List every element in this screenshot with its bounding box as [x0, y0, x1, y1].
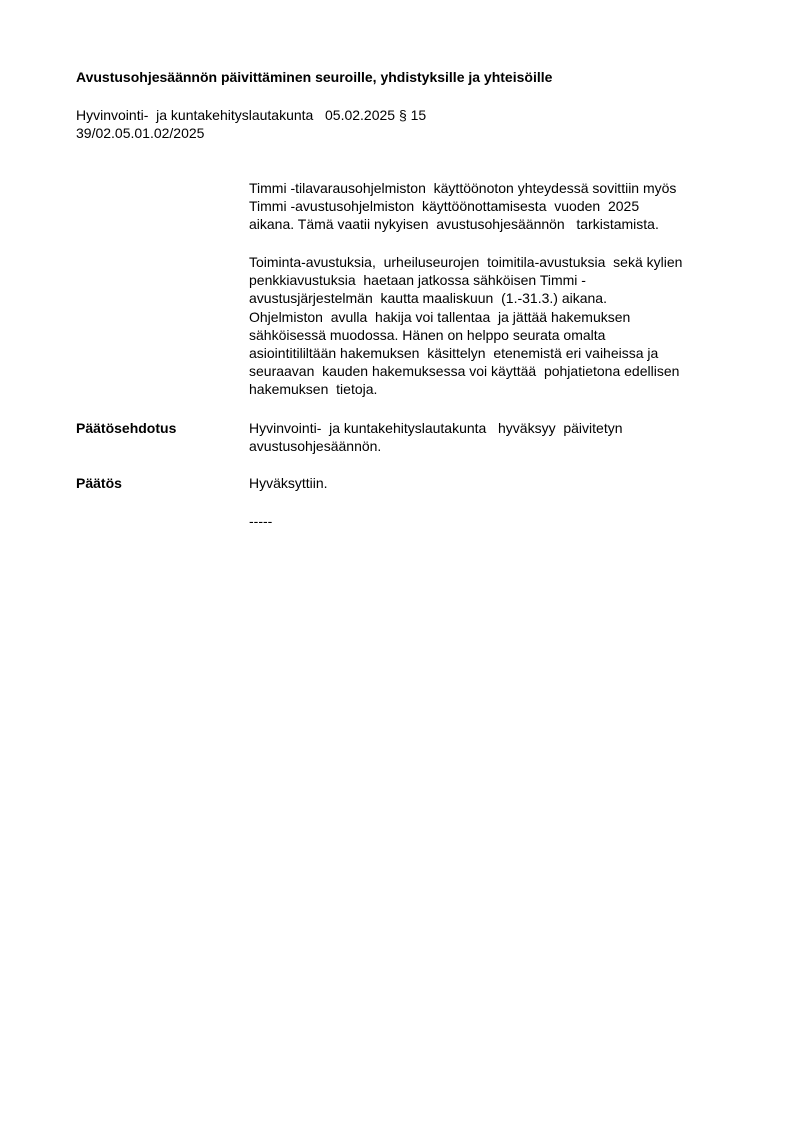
text-line: Timmi -avustusohjelmiston käyttöönottamisesta vuoden 2025	[249, 198, 640, 215]
text-line: asiointitililtään hakemuksen käsittelyn etenemistä eri vaiheissa ja	[249, 345, 659, 362]
end-marker: -----	[249, 513, 273, 529]
text-line: Hyvinvointi- ja kuntakehityslautakunta hyväksyy päivitetyn	[249, 420, 623, 436]
background-paragraph-2	[249, 253, 735, 399]
proposal-label: Päätösehdotus	[76, 420, 177, 436]
proposal-text	[249, 419, 735, 455]
document-title: Avustusohjesäännön päivittäminen seuroille, yhdistyksille ja yhteisöille	[76, 69, 553, 85]
text-line: Timmi -tilavarausohjelmiston käyttöönoton yhteydessä sovittiin myös	[249, 180, 677, 196]
text-line: Ohjelmiston avulla hakija voi tallentaa ja jättää hakemuksen	[249, 308, 631, 325]
record-number: 39/02.05.01.02/2025	[76, 125, 205, 141]
text-line: hakemuksen tietoja.	[249, 381, 378, 398]
meeting-line: Hyvinvointi- ja kuntakehityslautakunta 05.02.2025 § 15	[76, 107, 427, 123]
decision-text: Hyväksyttiin.	[249, 475, 328, 491]
text-line: aikana. Tämä vaatii nykyisen avustusohjesäännön tarkistamista.	[249, 216, 659, 233]
text-line: seuraavan kauden hakemuksessa voi käyttää pohjatietona edellisen	[249, 363, 680, 380]
text-line: penkkiavustuksia haetaan jatkossa sähköisen Timmi -	[249, 272, 586, 289]
background-paragraph-1	[249, 179, 735, 234]
text-line: avustusjärjestelmän kautta maaliskuun (1.-31.3.) aikana.	[249, 290, 607, 307]
text-line: avustusohjesäännön.	[249, 438, 382, 455]
decision-label: Päätös	[76, 475, 122, 491]
text-line: sähköisessä muodossa. Hänen on helppo seurata omalta	[249, 326, 606, 343]
text-line: Toiminta-avustuksia, urheiluseurojen toimitila-avustuksia sekä kylien	[249, 254, 683, 270]
meeting-reference	[76, 106, 426, 142]
